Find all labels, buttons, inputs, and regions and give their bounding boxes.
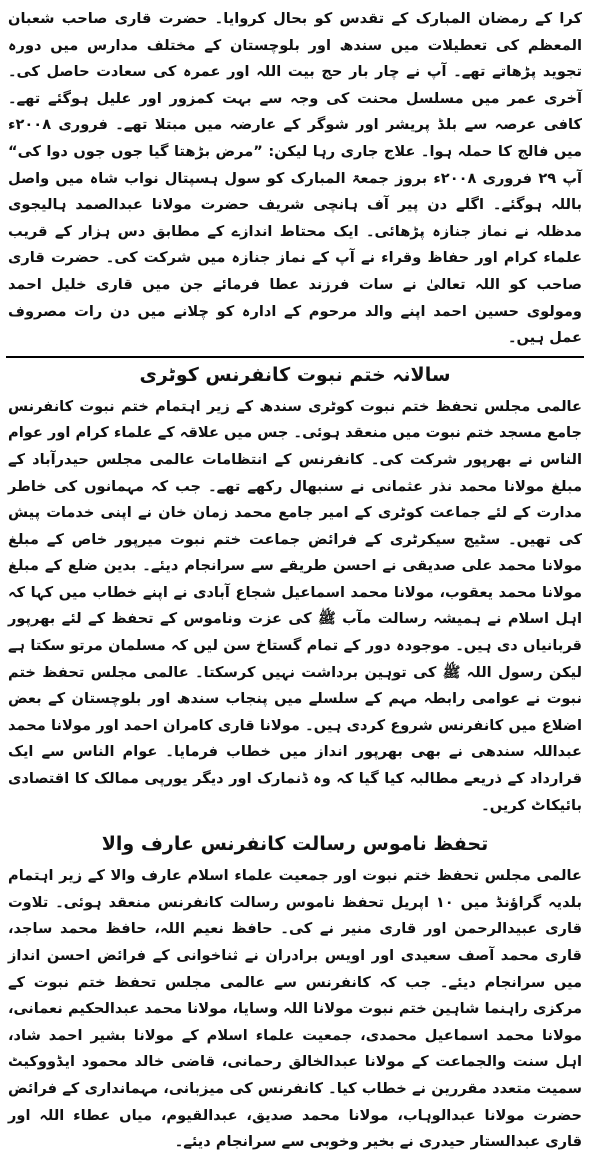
intro-paragraph: کرا کے رمضان المبارک کے تقدس کو بحال کروایا۔ حضرت قاری صاحب شعبان المعظم کی تعطیلات میں سندھ اور بلوچستان کے مختلف مدارس میں دورہ تجوید پڑھاتے تھے۔ آپ نے چار بار حج بیت اللہ اور عمرہ کی سعادت حاصل کی۔ آخری عمر میں مسلسل محنت کی وجہ سے بہت کمزور اور علیل ہوگئے تھے۔ کافی عرصہ سے بلڈ پریشر اور شوگر کے عارضہ میں مبتلا تھے۔ فروری ۲۰۰۸ء میں فالج کا حملہ ہوا۔ علاج جاری رہا لیکن: ”مرض بڑھتا گیا جوں جوں دوا کی“ آپ ۲۹ فروری ۲۰۰۸ء بروز جمعۃ المبارک کو سول ہسپتال نواب شاہ میں واصل باللہ ہوگئے۔ اگلے دن پیر آف ہانچی شریف حضرت مولانا عبدالصمد ہالیجوی مدظلہ نے نماز جنازہ پڑھائی۔ ایک محتاط اندازے کے مطابق دس ہزار کے قریب علماء کرام اور حفاظ وقراء نے آپ کے نماز جنازہ میں شرکت کی۔ حضرت قاری صاحب کو اللہ تعالیٰ نے سات فرزند عطا فرمائے جن میں قاری خلیل احمد ومولوی حسین احمد اپنے والد مرحوم کے ادارہ کو چلانے میں دن رات مصروف عمل ہیں۔ — [8, 10, 582, 347]
section-body-kotri: عالمی مجلس تحفظ ختم نبوت کوٹری سندھ کے زیر اہتمام ختم نبوت کانفرنس جامع مسجد ختم نبوت میں منعقد ہوئی۔ جس میں علاقہ کے علماء کرام اور عوام الناس نے بھرپور شرکت کی۔ کانفرنس کے انتظامات عالمی مجلس حیدرآباد کے مبلغ مولانا محمد نذر عثمانی نے سنبھال رکھے تھے۔ جب کہ مہمانوں کی خاطر مدارت کے لئے جماعت کوٹری کے امیر جامع محمد زمان خان نے اپنی خدمات پیش کی تھیں۔ سٹیج سیکرٹری کے فرائض جماعت ختم نبوت میرپور خاص کے مبلغ مولانا محمد علی صدیقی نے احسن طریقے سے سرانجام دیئے۔ بدین ضلع کے مبلغ مولانا محمد یعقوب، مولانا محمد اسماعیل شجاع آبادی نے اپنے خطاب میں کہا کہ اہل اسلام نے ہمیشہ رسالت مآب ﷺ کی عزت وناموس کے تحفظ کے لئے بھرپور قربانیاں دی ہیں۔ موجودہ دور کے تمام گستاخ سن لیں کہ مسلمان مرتو سکتا ہے لیکن رسول اللہ ﷺ کی توہین برداشت نہیں کرسکتا۔ عالمی مجلس تحفظ ختم نبوت نے عوامی رابطہ مہم کے سلسلے میں پنجاب سندھ اور بلوچستان کے بعض اضلاع میں کانفرنس شروع کردی ہیں۔ مولانا قاری کامران احمد اور مولانا محمد عبداللہ سندھی نے بھی بھرپور انداز میں خطاب فرمایا۔ عوام الناس سے ایک قرارداد کے ذریعے مطالبہ کیا گیا کہ وہ ڈنمارک اور دیگر یورپی ممالک کا اقتصادی بائیکاٹ کریں۔ — [8, 397, 582, 814]
section-body-arifwala: عالمی مجلس تحفظ ختم نبوت اور جمعیت علماء اسلام عارف والا کے زیر اہتمام بلدیہ گراؤنڈ میں ۱۰ اپریل تحفظ ناموس رسالت کانفرنس منعقد ہوئی۔ تلاوت قاری عبیدالرحمن اور قاری منیر نے کی۔ حافظ نعیم اللہ، حافظ محمد ساجد، قاری محمد آصف سعیدی اور اویس برادران نے ثناخوانی کے فرائض احسن انداز میں سرانجام دیئے۔ جب کہ کانفرنس سے عالمی مجلس تحفظ ختم نبوت کے مرکزی راہنما شاہین ختم نبوت مولانا اللہ وسایا، مولانا محمد عبدالحکیم نعمانی، مولانا محمد اسماعیل محمدی، جمعیت علماء اسلام کے مولانا بشیر احمد شاد، اہل سنت والجماعت کے مولانا عبدالخالق رحمانی، قاضی خالد محمود ایڈووکیٹ سمیت متعدد مقررین نے خطاب کیا۔ کانفرنس کی میزبانی، مہمانداری کے فرائض حضرت مولانا عبدالوہاب، مولانا محمد صدیق، عبدالقیوم، میاں عطاء اللہ اور قاری عبدالستار حیدری نے بخیر وخوبی سے سرانجام دیئے۔ — [8, 867, 582, 1151]
section-divider — [6, 356, 584, 358]
section-title-arifwala: تحفظ ناموس رسالت کانفرنس عارف والا — [101, 833, 489, 856]
document-page — [6, 6, 584, 1151]
section-title-kotri: سالانہ ختم نبوت کانفرنس کوٹری — [139, 363, 451, 386]
